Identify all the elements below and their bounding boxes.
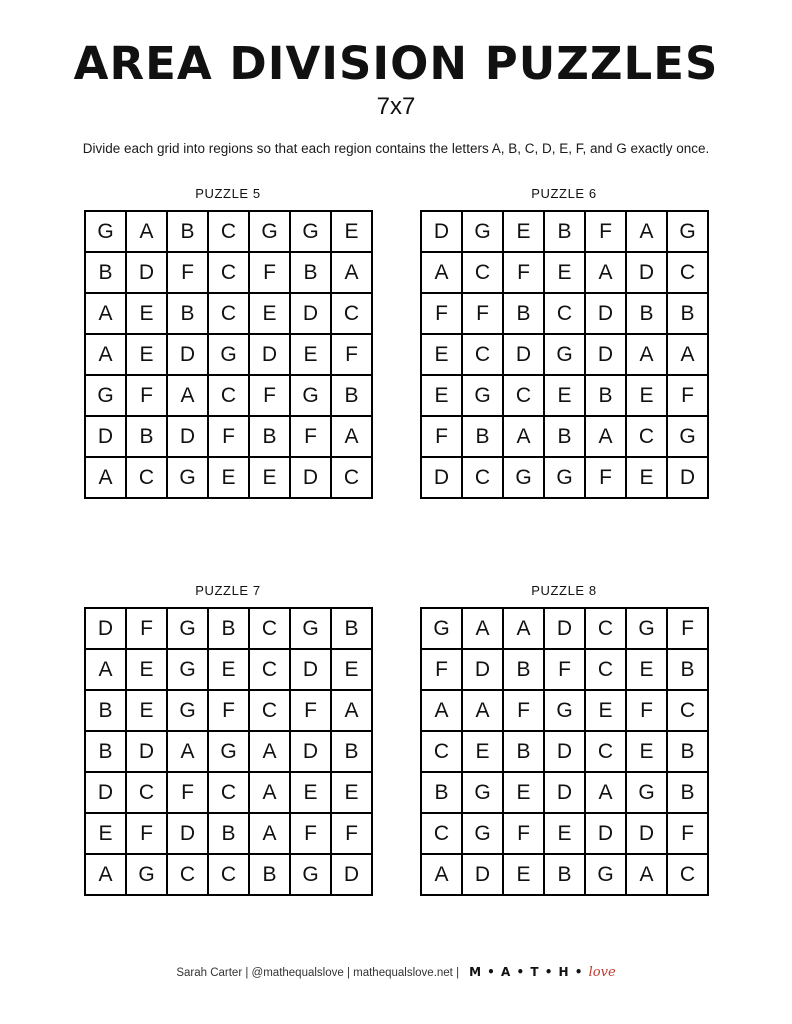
grid-cell[interactable]: G [86, 376, 127, 417]
grid-cell[interactable]: A [504, 609, 545, 650]
grid-cell[interactable]: F [168, 773, 209, 814]
grid-cell[interactable]: E [586, 691, 627, 732]
grid-cell[interactable]: C [209, 212, 250, 253]
puzzle-grid[interactable] [84, 210, 373, 499]
grid-cell[interactable]: C [627, 417, 668, 458]
grid-cell[interactable]: F [127, 376, 168, 417]
grid-cell[interactable]: A [463, 609, 504, 650]
grid-cell[interactable]: D [422, 212, 463, 253]
grid-cell[interactable]: B [668, 650, 709, 691]
puzzle-block-8 [420, 583, 708, 896]
grid-cell[interactable]: A [504, 417, 545, 458]
grid-cell[interactable]: D [332, 855, 373, 896]
grid-cell[interactable]: D [545, 732, 586, 773]
grid-cell[interactable]: G [627, 609, 668, 650]
grid-cell[interactable]: D [586, 335, 627, 376]
footer [0, 965, 792, 980]
grid-cell[interactable]: B [86, 691, 127, 732]
grid-cell[interactable]: C [127, 773, 168, 814]
grid-cell[interactable]: A [332, 417, 373, 458]
grid-cell[interactable]: G [291, 609, 332, 650]
grid-cell[interactable]: G [627, 773, 668, 814]
grid-cell[interactable]: G [463, 376, 504, 417]
puzzle-block-5 [84, 186, 372, 499]
grid-cell[interactable]: E [250, 458, 291, 499]
grid-cell[interactable]: A [86, 335, 127, 376]
grid-cell[interactable]: A [586, 253, 627, 294]
grid-cell[interactable]: D [586, 814, 627, 855]
grid-cell[interactable]: C [504, 376, 545, 417]
grid-cell[interactable]: F [586, 458, 627, 499]
grid-cell[interactable]: B [504, 294, 545, 335]
grid-cell[interactable]: E [86, 814, 127, 855]
grid-cell[interactable]: B [668, 773, 709, 814]
grid-cell[interactable]: E [422, 335, 463, 376]
grid-cell[interactable]: D [545, 609, 586, 650]
grid-cell[interactable]: E [504, 855, 545, 896]
puzzle-label: PUZZLE 6 [531, 186, 597, 201]
grid-cell[interactable]: C [250, 691, 291, 732]
grid-cell[interactable]: E [545, 376, 586, 417]
grid-cell[interactable]: B [504, 650, 545, 691]
grid-cell[interactable]: F [422, 417, 463, 458]
grid-cell[interactable]: G [545, 335, 586, 376]
grid-cell[interactable]: B [545, 212, 586, 253]
grid-cell[interactable]: B [586, 376, 627, 417]
puzzle-label: PUZZLE 7 [195, 583, 261, 598]
grid-cell[interactable]: A [422, 691, 463, 732]
grid-cell[interactable]: E [127, 650, 168, 691]
grid-cell[interactable]: E [627, 376, 668, 417]
grid-cell[interactable]: B [422, 773, 463, 814]
grid-cell[interactable]: E [127, 335, 168, 376]
grid-cell[interactable]: A [463, 691, 504, 732]
grid-cell[interactable]: F [545, 650, 586, 691]
grid-cell[interactable]: C [250, 609, 291, 650]
grid-cell[interactable]: G [422, 609, 463, 650]
grid-cell[interactable]: C [463, 335, 504, 376]
grid-cell[interactable]: F [627, 691, 668, 732]
puzzle-grid[interactable] [420, 607, 709, 896]
grid-cell[interactable]: D [168, 417, 209, 458]
grid-cell[interactable]: D [586, 294, 627, 335]
grid-cell[interactable]: F [668, 376, 709, 417]
grid-cell[interactable]: E [332, 650, 373, 691]
grid-cell[interactable]: F [291, 691, 332, 732]
grid-cell[interactable]: E [291, 773, 332, 814]
grid-cell[interactable]: E [504, 773, 545, 814]
grid-cell[interactable]: C [209, 773, 250, 814]
grid-cell[interactable]: F [209, 417, 250, 458]
puzzle-label: PUZZLE 8 [531, 583, 597, 598]
grid-cell[interactable]: G [504, 458, 545, 499]
grid-cell[interactable]: C [168, 855, 209, 896]
grid-cell[interactable]: A [250, 732, 291, 773]
grid-cell[interactable]: B [250, 855, 291, 896]
grid-cell[interactable]: G [463, 773, 504, 814]
brand-logo-text: M • A • T • H • [469, 965, 584, 979]
grid-cell[interactable]: G [545, 691, 586, 732]
grid-cell[interactable]: C [463, 253, 504, 294]
grid-cell[interactable]: G [127, 855, 168, 896]
grid-cell[interactable]: D [127, 253, 168, 294]
grid-cell[interactable]: B [332, 376, 373, 417]
grid-cell[interactable]: A [86, 294, 127, 335]
grid-cell[interactable]: B [250, 417, 291, 458]
grid-cell[interactable]: F [209, 691, 250, 732]
puzzle-block-6 [420, 186, 708, 499]
grid-cell[interactable]: B [168, 212, 209, 253]
grid-cell[interactable]: D [291, 732, 332, 773]
grid-cell[interactable]: B [668, 294, 709, 335]
grid-cell[interactable]: B [545, 855, 586, 896]
grid-cell[interactable]: D [291, 458, 332, 499]
grid-cell[interactable]: D [86, 417, 127, 458]
grid-cell[interactable]: A [422, 253, 463, 294]
grid-cell[interactable]: B [332, 732, 373, 773]
grid-cell[interactable]: G [209, 732, 250, 773]
grid-cell[interactable]: C [463, 458, 504, 499]
grid-cell[interactable]: A [627, 855, 668, 896]
puzzle-label: PUZZLE 5 [195, 186, 261, 201]
grid-cell[interactable]: A [586, 417, 627, 458]
puzzle-row-bottom [0, 583, 792, 896]
puzzle-grid[interactable] [420, 210, 709, 499]
grid-cell[interactable]: B [86, 732, 127, 773]
grid-cell[interactable]: D [127, 732, 168, 773]
grid-cell[interactable]: C [668, 253, 709, 294]
grid-cell[interactable]: C [586, 609, 627, 650]
grid-cell[interactable]: F [250, 376, 291, 417]
grid-cell[interactable]: B [504, 732, 545, 773]
grid-cell[interactable]: C [209, 294, 250, 335]
grid-cell[interactable]: C [422, 732, 463, 773]
grid-cell[interactable]: D [545, 773, 586, 814]
grid-cell[interactable]: D [463, 855, 504, 896]
grid-cell[interactable]: G [291, 855, 332, 896]
grid-cell[interactable]: F [504, 814, 545, 855]
grid-cell[interactable]: G [168, 691, 209, 732]
grid-cell[interactable]: C [209, 855, 250, 896]
grid-cell[interactable]: F [127, 609, 168, 650]
grid-cell[interactable]: C [668, 691, 709, 732]
grid-cell[interactable]: G [168, 458, 209, 499]
grid-cell[interactable]: D [250, 335, 291, 376]
grid-cell[interactable]: E [422, 376, 463, 417]
grid-cell[interactable]: A [422, 855, 463, 896]
grid-cell[interactable]: A [168, 376, 209, 417]
grid-cell[interactable]: F [291, 417, 332, 458]
grid-cell[interactable]: E [545, 253, 586, 294]
grid-cell[interactable]: A [627, 335, 668, 376]
grid-cell[interactable]: G [463, 212, 504, 253]
grid-cell[interactable]: E [332, 773, 373, 814]
grid-cell[interactable]: B [86, 253, 127, 294]
grid-cell[interactable]: D [463, 650, 504, 691]
puzzle-row-top [0, 186, 792, 499]
grid-cell[interactable]: C [209, 376, 250, 417]
brand-logo [469, 965, 616, 980]
grid-cell[interactable]: E [627, 732, 668, 773]
grid-cell[interactable]: D [168, 814, 209, 855]
grid-cell[interactable]: G [463, 814, 504, 855]
grid-cell[interactable]: D [627, 814, 668, 855]
grid-cell[interactable]: A [668, 335, 709, 376]
grid-cell[interactable]: D [422, 458, 463, 499]
grid-cell[interactable]: E [627, 650, 668, 691]
grid-cell[interactable]: B [209, 814, 250, 855]
grid-cell[interactable]: E [127, 294, 168, 335]
grid-cell[interactable]: C [422, 814, 463, 855]
grid-cell[interactable]: G [668, 212, 709, 253]
grid-cell[interactable]: C [250, 650, 291, 691]
grid-cell[interactable]: E [209, 458, 250, 499]
grid-cell[interactable]: D [168, 335, 209, 376]
grid-cell[interactable]: C [127, 458, 168, 499]
grid-cell[interactable]: D [291, 650, 332, 691]
grid-cell[interactable]: C [209, 253, 250, 294]
grid-cell[interactable]: G [86, 212, 127, 253]
grid-cell[interactable]: G [291, 376, 332, 417]
grid-cell[interactable]: B [668, 732, 709, 773]
grid-cell[interactable]: A [627, 212, 668, 253]
brand-logo-love: love [588, 965, 616, 980]
grid-cell[interactable]: F [668, 609, 709, 650]
grid-cell[interactable]: F [168, 253, 209, 294]
grid-cell[interactable]: B [127, 417, 168, 458]
grid-cell[interactable]: C [586, 650, 627, 691]
grid-cell[interactable]: F [504, 253, 545, 294]
puzzles-container [0, 186, 792, 896]
grid-cell[interactable]: F [332, 335, 373, 376]
grid-cell[interactable]: A [250, 773, 291, 814]
grid-cell[interactable]: E [250, 294, 291, 335]
grid-cell[interactable]: A [86, 855, 127, 896]
page-title: AREA DIVISION PUZZLES [73, 37, 719, 90]
grid-cell[interactable]: E [332, 212, 373, 253]
grid-cell[interactable]: B [463, 417, 504, 458]
grid-cell[interactable]: F [463, 294, 504, 335]
grid-cell[interactable]: G [668, 417, 709, 458]
grid-cell[interactable]: E [291, 335, 332, 376]
grid-cell[interactable]: E [545, 814, 586, 855]
grid-cell[interactable]: F [422, 650, 463, 691]
grid-cell[interactable]: C [545, 294, 586, 335]
page-subtitle: 7x7 [376, 93, 416, 121]
grid-cell[interactable]: G [168, 650, 209, 691]
grid-cell[interactable]: A [168, 732, 209, 773]
grid-cell[interactable]: A [86, 458, 127, 499]
grid-cell[interactable]: A [127, 212, 168, 253]
grid-cell[interactable]: F [668, 814, 709, 855]
grid-cell[interactable]: A [586, 773, 627, 814]
grid-cell[interactable]: A [250, 814, 291, 855]
grid-cell[interactable]: G [545, 458, 586, 499]
grid-cell[interactable]: A [332, 253, 373, 294]
grid-cell[interactable]: C [332, 458, 373, 499]
grid-cell[interactable]: G [291, 212, 332, 253]
grid-cell[interactable]: D [86, 609, 127, 650]
grid-cell[interactable]: C [332, 294, 373, 335]
grid-cell[interactable]: G [586, 855, 627, 896]
grid-cell[interactable]: F [504, 691, 545, 732]
grid-cell[interactable]: E [209, 650, 250, 691]
grid-cell[interactable]: B [209, 609, 250, 650]
footer-credit: Sarah Carter | @mathequalslove | mathequalslove.net | [176, 966, 460, 979]
grid-cell[interactable]: E [504, 212, 545, 253]
grid-cell[interactable]: E [627, 458, 668, 499]
grid-cell[interactable]: D [86, 773, 127, 814]
grid-cell[interactable]: B [168, 294, 209, 335]
grid-cell[interactable]: F [422, 294, 463, 335]
grid-cell[interactable]: A [86, 650, 127, 691]
grid-cell[interactable]: G [209, 335, 250, 376]
puzzle-grid[interactable] [84, 607, 373, 896]
grid-cell[interactable]: A [332, 691, 373, 732]
grid-cell[interactable]: C [586, 732, 627, 773]
grid-cell[interactable]: B [627, 294, 668, 335]
grid-cell[interactable]: F [291, 814, 332, 855]
grid-cell[interactable]: G [250, 212, 291, 253]
grid-cell[interactable]: F [127, 814, 168, 855]
grid-cell[interactable]: D [291, 294, 332, 335]
grid-cell[interactable]: B [332, 609, 373, 650]
grid-cell[interactable]: C [668, 855, 709, 896]
grid-cell[interactable]: E [463, 732, 504, 773]
instructions-text: Divide each grid into regions so that each region contains the letters A, B, C, D, E, F, and G exactly once. [82, 141, 710, 157]
grid-cell[interactable]: F [250, 253, 291, 294]
grid-cell[interactable]: B [291, 253, 332, 294]
grid-cell[interactable]: F [586, 212, 627, 253]
grid-cell[interactable]: G [168, 609, 209, 650]
grid-cell[interactable]: D [627, 253, 668, 294]
grid-cell[interactable]: E [127, 691, 168, 732]
grid-cell[interactable]: F [332, 814, 373, 855]
grid-cell[interactable]: D [668, 458, 709, 499]
grid-cell[interactable]: D [504, 335, 545, 376]
puzzle-block-7 [84, 583, 372, 896]
grid-cell[interactable]: B [545, 417, 586, 458]
